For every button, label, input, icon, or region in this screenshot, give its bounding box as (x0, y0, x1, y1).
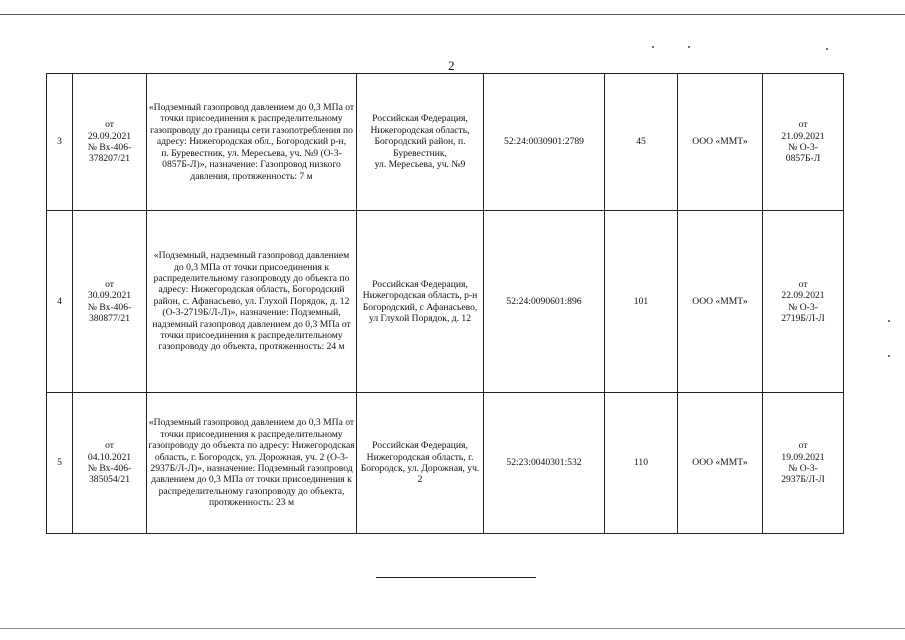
incoming-reference: от 30.09.2021 № Вх-406- 380877/21 (73, 211, 147, 393)
table-row (47, 393, 844, 534)
cadastral-number: 52:23:0040301:532 (484, 393, 605, 534)
page-number: 2 (448, 58, 455, 73)
scan-edge-top (0, 14, 905, 15)
owner-name: ООО «ММТ» (678, 393, 763, 534)
footer-separator-line (376, 577, 536, 578)
owner-name: ООО «ММТ» (678, 211, 763, 393)
owner-name: ООО «ММТ» (678, 74, 763, 211)
incoming-reference: от 04.10.2021 № Вх-406- 385054/21 (73, 393, 147, 534)
row-number: 3 (47, 74, 73, 211)
cadastral-number: 52:24:0090601:896 (484, 211, 605, 393)
table-row (47, 74, 844, 211)
cadastral-number: 52:24:0030901:2789 (484, 74, 605, 211)
object-location: Российская Федерация, Нижегородская область, г. Богородск, ул. Дорожная, уч. 2 (357, 393, 484, 534)
object-description: «Подземный газопровод давлением до 0,3 МПа от точки присоединения к распределительному газопроводу до границы сети газопотребления по адресу: Нижегородская обл., Богородский р-н, п. Буревестник, ул. Мересьева, уч. №9 (О-3-0857Б-Л)», назначение: Газопровод низкого давления, протяженность: 7 м (147, 74, 357, 211)
object-description: «Подземный газопровод давлением до 0,3 МПа от точки присоединения к распределительному газопроводу до объекта по адресу: Нижегородская область, г. Богородск, ул. Дорожная, уч. 2 (О-3-2937Б/Л-Л)», назначение: Подземный газопровод давлением до 0,3 МПа от точки присоединения к распределительному газопроводу до объекта, протяженность: 23 м (147, 393, 357, 534)
table-row (47, 211, 844, 393)
row-number: 4 (47, 211, 73, 393)
area-value: 45 (605, 74, 678, 211)
scan-speck (826, 48, 828, 50)
scan-speck (688, 46, 690, 48)
scan-edge-bottom (0, 628, 905, 629)
registry-table (46, 73, 844, 534)
scan-speck (888, 320, 890, 322)
area-value: 101 (605, 211, 678, 393)
object-location: Российская Федерация, Нижегородская область, р-н Богородский, с Афанасьево, ул Глухой Порядок, д. 12 (357, 211, 484, 393)
decision-reference: от 22.09.2021 № О-3- 2719Б/Л-Л (763, 211, 844, 393)
object-location: Российская Федерация, Нижегородская область, Богородский район, п. Буревестник, ул. Мересьева, уч. №9 (357, 74, 484, 211)
decision-reference: от 21.09.2021 № О-3- 0857Б-Л (763, 74, 844, 211)
area-value: 110 (605, 393, 678, 534)
row-number: 5 (47, 393, 73, 534)
incoming-reference: от 29.09.2021 № Вх-406- 378207/21 (73, 74, 147, 211)
scan-speck (652, 46, 654, 48)
object-description: «Подземный, надземный газопровод давлением до 0,3 МПа от точки присоединения к распределительному газопроводу до объекта по адресу: Нижегородская область, Богородский район, с. Афанасьево, ул. Глухой Порядок, д. 12 (О-3-2719Б/Л-Л)», назначение: Подземный, надземный газопровод давлением до 0,3 МПа от точки присоединения к распределительному газопроводу до объекта, протяженность: 24 м (147, 211, 357, 393)
decision-reference: от 19.09.2021 № О-3- 2937Б/Л-Л (763, 393, 844, 534)
scan-speck (888, 355, 890, 357)
